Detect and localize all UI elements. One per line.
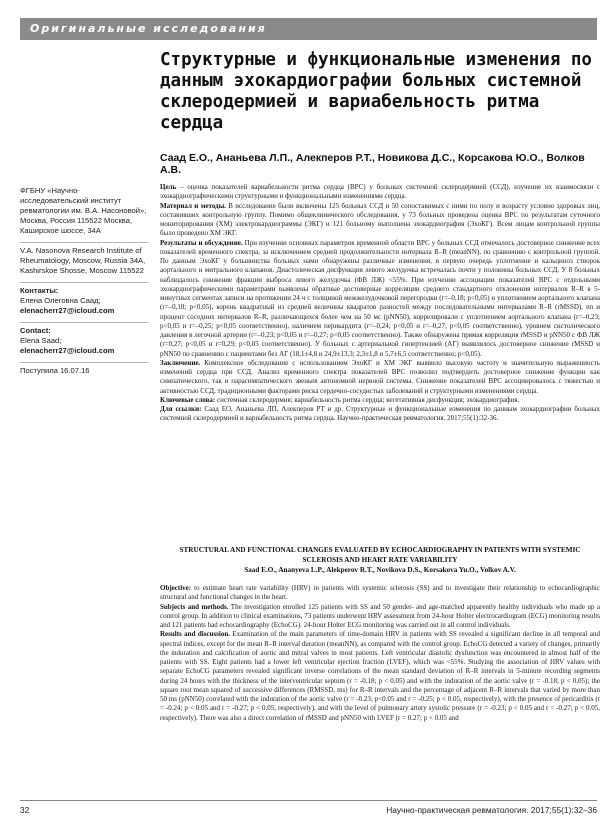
affiliation-ru: ФГБНУ «Научно-исследовательский институт ревматологии им. В.А. Насоновой», Москва, Россия 115522 Москва, Каширское шоссе, 34А	[20, 186, 147, 235]
abstract-en	[160, 584, 600, 723]
section-band: Оригинальные исследования	[20, 18, 597, 40]
cite-text: Саад ЕО, Ананьева ЛП, Алекперов РТ и др. Структурные и функциональные изменения по данным эхокардиографии больных системной склеродермией и вариабельность ритма сердца. Научно-практическая ревматология. 2017;55(1):32-36.	[160, 405, 600, 423]
conclusion-text: Комплексное обследование с использованием ЭхоКГ и ХМ ЭКГ выявило высокую частоту и значительную выраженность изменений сердца при ССД. Анализ временного спектра показателей ВРС позволил подтвердить достоверное снижение функции как симпатического, так и парасимпатического звеньев автономной нервной системы. Снижение показателей ВРС ассоциировалось с тяжестью и активностью ССД, традиционными факторами риска сердечно-сосудистых заболеваний и структурными изменениями сердца.	[160, 358, 600, 395]
contacts-email-ru[interactable]: elenacherr27@icloud.com	[20, 306, 115, 315]
methods-label: Материал и методы.	[160, 201, 226, 210]
received-block	[20, 363, 148, 382]
results-en-text: Examination of the main parameters of time-domain HRV in patients with SS revealed a significant decline in all temporal and spectral indices, except for the mean R–R interval duration (meanNN), as compared with the control group. EchoCG detected a variety of changes, primarily the induration and calcification of aortic and mitral valves in most patients. Left ventricular diastolic dysfunction was encountered in almost half of the patients with SS. Eight patients had a lower left ventricular ejection fraction (LVEF), which was <55%. Studying the association of HRV values with separate EchoCG parameters revealed significant inverse correlations of the mean standard deviation of R–R intervals in 5-minute recording segments during 24 hours with the thickness of the interventricular septum (r = -0.18; p < 0.05) and with the induration of the aortic valve (r = -0.18; p < 0.05); the square root mean squared of successive differences (RMSSD, ms) for R–R intervals and the percentage of adjacent R–R intervals that varied by more than 50 ms (pNN50) correlated with the induration of the aortic valve (r = -0.23; p<0.05 and r = -0.25; p < 0.05, respectively), with the presence of pericarditis (r = -0.24; p < 0.05 and r = -0.27; p < 0.05, respectively), and with the level of pulmonary artery systolic pressure (r = -0.23; p < 0.05 and r = -0.27; p < 0.05, respectively). There was also a direct correlation of rMSSD and pNN50 with LVEF (r = 0.27; p < 0.05 and	[160, 630, 600, 722]
cite-label: Для ссылки:	[160, 405, 202, 413]
objective-text: to estimate heart rate variability (HRV) in patients with systemic sclerosis (SS) and to investigate their relationship to echocardiographic structural and functional changes in the heart.	[160, 584, 600, 602]
affiliation-en: V.A. Nasonova Research Institute of Rheumatology, Moscow, Russia 34A, Kashirskoe Shosse, Moscow 115522	[20, 246, 146, 275]
sidebar	[20, 183, 148, 382]
contacts-name-ru: Елена Олеговна Саад;	[20, 296, 101, 305]
page-number: 32	[20, 805, 30, 815]
contacts-email-en[interactable]: elenacherr27@icloud.com	[20, 346, 115, 355]
subjects-label: Subjects and methods.	[160, 602, 229, 611]
received-date: Поступила 16.07.16	[20, 366, 90, 375]
methods-paragraph	[160, 202, 600, 239]
methods-text: В исследование были включены 125 больных ССД и 50 сопоставимых с ними по полу и возрасту условно здоровых лиц, составивших контрольную группу. Помимо общеклинического обследования, у 73 больных проведена оценка ВРС по результатам суточного мониторирования (ХМ) электрокардиограммы (ЭКГ) и 121 больному выполнена эхокардиография (ЭхоКГ). Всем лицам контрольной группы было проведено ХМ ЭКГ.	[160, 201, 600, 238]
page-footer	[20, 800, 597, 815]
keywords-paragraph	[160, 396, 600, 405]
keywords-label: Ключевые слова:	[160, 395, 216, 404]
objective-paragraph	[160, 584, 600, 603]
goal-paragraph	[160, 183, 600, 202]
cite-paragraph	[160, 405, 600, 424]
contacts-label-ru: Контакты:	[20, 286, 59, 295]
affiliation-en-block	[20, 243, 148, 283]
objective-label: Objective:	[160, 584, 192, 592]
english-authors: Saad E.O., Ananyeva L.P., Alekperov R.T., Novikova D.S., Korsakova Yu.O., Volkov A.V.	[244, 566, 516, 574]
keywords-text: системная склеродермия; вариабельность ритма сердца; вегетативная дисфункция; эхокардиография.	[215, 395, 520, 404]
goal-text: – оценка показателей вариабельности ритма сердца (ВРС) у больных системной склеродермией (ССД), изучение их взаимосвязи с эхокардиографическими структурными и функциональными изменениями сердца.	[160, 183, 600, 201]
contacts-en-block	[20, 323, 148, 363]
subjects-text: The investigation enrolled 125 patients with SS and 50 gender- and age-matched apparently healthy individuals who made up a control group. In addition to clinical examinations, 73 patients underwent HRV assessment from 24-hour Holter electrocardiogram (ECG) monitoring results and 121 patients had echocardiography (EchoCG). 24-hour Holter ECG monitoring was carried out in all control individuals.	[160, 602, 600, 629]
conclusion-label: Заключение.	[160, 358, 201, 367]
contacts-ru-block	[20, 283, 148, 323]
contacts-label-en: Contact:	[20, 326, 51, 335]
conclusion-paragraph	[160, 359, 600, 396]
subjects-paragraph	[160, 603, 600, 631]
results-paragraph	[160, 239, 600, 359]
english-title: STRUCTURAL AND FUNCTIONAL CHANGES EVALUATED BY ECHOCARDIOGRAPHY IN PATIENTS WITH SYSTEMIC SCLEROSIS AND HEART RATE VARIABILITY	[179, 546, 581, 564]
results-text: При изучении основных параметров временной области ВРС у больных ССД отмечалось достоверное снижение всех показателей временного спектра, за исключением средней продолжительности интервала R–R (meanNN), по сравнению с контрольной группой. По данным ЭхоКГ у большинства больных нами обнаружены различные изменения, в первую очередь уплотнение и кальциноз створок аортального и митрального клапанов. Диастолическая дисфункция левого желудочка встречалась почти у половины больных ССД. У 8 больных наблюдалось снижение фракции выброса левого желудочка (ФВ ЛЖ) <55%. При изучении ассоциации показателей ВРС с отдельными эхокардиографическими параметрами выявлены обратные достоверные корреляции среднего стандартного отклонения интервалов R–R в 5-минутных сегментах записи на протяжении 24 ч с толщиной межжелудочковой перегородки (r=–0,18; p<0,05) и уплотнением аортального клапана (r=–0,18; p<0,05), корень квадратный из средней величины квадратов разностей между последовательными интервалами R–R (rMSSD), nn и процент соседних интервалов R–R, различающихся более чем на 50 мс (pNN50), коррелировали с уплотнением аортального клапана (r=–0,23; p<0,05 и r=–0,25; p<0,05 соответственно), наличием перикардита (r=–0,24; p<0,05 и r=–0,27; p<0,05 соответственно), уровнем систолического давления в легочной артерии (r=–0,23; p<0,05 и r=–0,27; p<0,05 соответственно). Также обнаружена прямая корреляция rMSSD и pNN50 с ФВ ЛЖ (r=0,27; p<0,05 и r=0,29; p<0,05 соответственно). У больных с артериальной гипертензией (АГ) выявлялось достоверное снижение rMSSD и pNN50 по сравнению с пациентами без АГ (18,1±4,8 и 24,9±13,3; 2,3±1,8 и 5,7±6,5 соответственно; p<0,05).	[160, 238, 601, 358]
contacts-name-en: Elena Saad;	[20, 336, 62, 345]
results-en-paragraph	[160, 630, 600, 723]
abstract-ru	[160, 183, 600, 424]
english-heading	[160, 545, 600, 575]
article-authors: Саад Е.О., Ананьева Л.П., Алекперов Р.Т., Новикова Д.С., Корсакова Ю.О., Волков А.В.	[160, 152, 585, 176]
journal-reference: Научно-практическая ревматология. 2017;55(1):32–36	[386, 805, 597, 815]
results-label: Результаты и обсуждение.	[160, 238, 243, 247]
affiliation-ru-block	[20, 183, 148, 243]
goal-label: Цель	[160, 183, 177, 191]
article-title: Структурные и функциональные изменения по данным эхокардиографии больных системной склеродермией и вариабельность ритма сердца	[160, 50, 592, 133]
results-en-label: Results and discussion.	[160, 630, 230, 639]
